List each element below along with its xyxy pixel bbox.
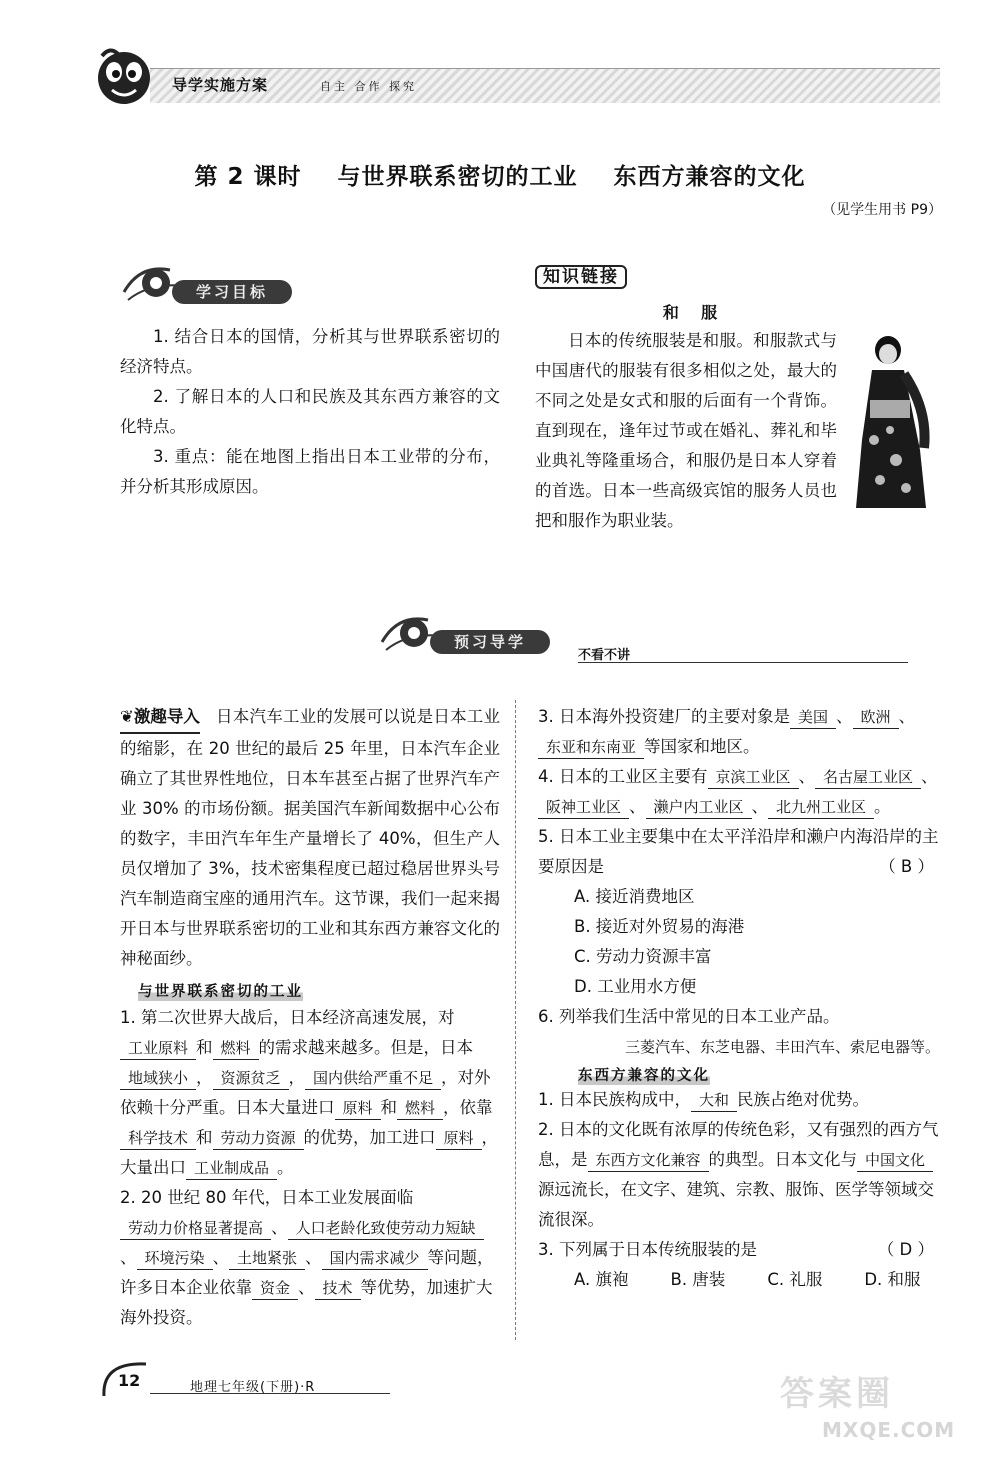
option: B. 唐装: [670, 1270, 726, 1289]
answer-blank: 东西方文化兼容: [588, 1149, 709, 1172]
s1-question-2: 2. 20 世纪 80 年代，日本工业发展面临劳动力价格显著提高 、 人口老龄化致使劳动力短缺、 环境污染 、 土地紧张 、 国内需求减少 等问题，许多日本企业依靠 资金 、 技术 等优势，加速扩大海外投资。: [120, 1188, 494, 1327]
knowledge-badge-label: 知识链接: [535, 265, 627, 289]
knowledge-subtitle: 和 服: [662, 303, 718, 322]
s1-question-3: 3. 日本海外投资建厂的主要对象是 美国 、 欧洲 、东亚和东南亚 等国家和地区。: [538, 702, 940, 762]
option: A. 旗袍: [574, 1270, 629, 1289]
goals-badge: 学习目标: [172, 280, 292, 304]
answer-blank: 劳动力资源: [213, 1127, 304, 1150]
s2-question-3: 3. 下列属于日本传统服装的是 （ D ）: [538, 1235, 940, 1265]
s2-question-3-options: [538, 1265, 940, 1295]
answer-blank: 阪神工业区: [538, 796, 629, 819]
answer-blank: 北九州工业区: [768, 796, 874, 819]
option: C. 劳动力资源丰富: [574, 947, 712, 966]
answer-choice: （ B ）: [879, 857, 934, 876]
knowledge-paragraph: 日本的传统服装是和服。和服款式与中国唐代的服装有很多相似之处，最大的不同之处是女式和服的后面有一个背饰。直到现在，逢年过节或在婚礼、葬礼和毕业典礼等隆重场合，和服仍是日本人穿着的首选。日本一些高级宾馆的服务人员也把和服作为职业装。: [535, 331, 837, 530]
answer-blank: 环境污染: [137, 1247, 213, 1270]
answer-blank: 工业制成品: [186, 1157, 277, 1180]
intro-label: ❦激趣导入: [120, 702, 200, 734]
option: D. 和服: [864, 1270, 921, 1289]
answer-blank: 资源贫乏: [213, 1067, 289, 1090]
reference-note: （见学生用书 P9）: [822, 202, 942, 218]
mascot-logo-icon: [92, 44, 156, 110]
watermark-url: MXQE.COM: [822, 1418, 956, 1442]
column-divider: [515, 700, 516, 1340]
series-title: 导学实施方案: [172, 76, 269, 94]
intro-block: [120, 702, 500, 974]
answer-blank: 人口老龄化致使劳动力短缺: [288, 1217, 484, 1240]
answer-blank: 名古屋工业区: [815, 766, 921, 789]
option: A. 接近消费地区: [574, 887, 695, 906]
answer-blank: 技术: [315, 1277, 361, 1300]
goal-item: 3. 重点：能在地图上指出日本工业带的分布，并分析其形成原因。: [120, 447, 500, 496]
answer-blank: 劳动力价格显著提高: [120, 1217, 271, 1240]
footer-rule: [150, 1393, 390, 1394]
section1-heading: 与世界联系密切的工业: [138, 980, 303, 1001]
answer-blank: 京滨工业区: [708, 766, 799, 789]
answer-blank: 国内供给严重不足: [305, 1067, 441, 1090]
s2-question-2: 2. 日本的文化既有浓厚的传统色彩，又有强烈的西方气息，是 东西方文化兼容 的典型。日本文化与 中国文化源远流长，在文字、建筑、宗教、服饰、医学等领域交流很深。: [538, 1120, 939, 1229]
s1-question-4: 4. 日本的工业区主要有 京滨工业区 、 名古屋工业区 、阪神工业区 、 濑户内工业区 、 北九州工业区 。: [538, 762, 940, 822]
goal-item: 2. 了解日本的人口和民族及其东西方兼容的文化特点。: [120, 387, 500, 436]
kimono-woman-illustration: [842, 330, 942, 510]
left-column: [120, 702, 500, 1333]
s1-question-5: 5. 日本工业主要集中在太平洋沿岸和濑户内海沿岸的主要原因是 （ B ）: [538, 822, 940, 882]
section2-heading: 东西方兼容的文化: [578, 1064, 710, 1085]
goals-list: [120, 322, 500, 502]
answer-blank: 大和: [691, 1089, 737, 1112]
answer-blank: 工业原料: [120, 1037, 196, 1060]
lesson-title: 第 2 课时 与世界联系密切的工业 东西方兼容的文化: [194, 164, 806, 190]
option: B. 接近对外贸易的海港: [574, 917, 745, 936]
leaf-icon: ❦: [120, 707, 134, 726]
answer-blank: 燃料: [213, 1037, 259, 1060]
answer-blank: 濑户内工业区: [646, 796, 752, 819]
section1-heading-row: [120, 980, 500, 1001]
answer-blank: 地域狭小: [120, 1067, 196, 1090]
intro-text: 日本汽车工业的发展可以说是日本工业的缩影，在 20 世纪的最后 25 年里，日本汽车企业确立了其世界性地位，日本车甚至占据了世界汽车产业 30% 的市场份额。据美国汽车新闻数据中心公布的数字，丰田汽车年生产量增长了 40%，但生产人员仅增加了 3%，技术密集程度已超过稳居世界头号汽车制造商宝座的通用汽车。这节课，我们一起来揭开日本与世界联系密切的工业和其东西方兼容文化的神秘面纱。: [120, 707, 500, 968]
answer-blank: 科学技术: [120, 1127, 196, 1150]
section2-heading-row: [538, 1064, 940, 1085]
goal-item: 1. 结合日本的国情，分析其与世界联系密切的经济特点。: [120, 327, 500, 376]
s1-question-6-answer: 三菱汽车、东芝电器、丰田汽车、索尼电器等。: [624, 1038, 940, 1056]
page-number: 12: [118, 1371, 141, 1390]
answer-blank: 燃料: [397, 1097, 443, 1120]
answer-blank: 土地紧张: [229, 1247, 305, 1270]
knowledge-badge: [535, 262, 627, 287]
preview-tag: 不看不讲: [578, 648, 631, 663]
book-title: 地理七年级(下册)·R: [190, 1380, 316, 1395]
page-header: [0, 40, 1000, 118]
option: C. 礼服: [767, 1270, 823, 1289]
answer-choice: （ D ）: [877, 1240, 934, 1259]
answer-blank: 原料: [335, 1097, 381, 1120]
option: D. 工业用水方便: [574, 977, 697, 996]
answer-blank: 东亚和东南亚: [538, 736, 644, 759]
answer-blank: 原料: [436, 1127, 482, 1150]
preview-badge: 预习导学: [430, 630, 550, 654]
knowledge-text: [535, 326, 837, 536]
answer-blank: 资金: [252, 1277, 298, 1300]
header-band: [150, 68, 940, 103]
s2-question-1: 1. 日本民族构成中， 大和 民族占绝对优势。: [538, 1085, 940, 1115]
right-column: [538, 702, 940, 1295]
s1-question-6: 6. 列举我们生活中常见的日本工业产品。: [538, 1007, 840, 1026]
answer-blank: 美国: [790, 706, 836, 729]
series-tags: 自主 合作 探究: [320, 80, 417, 93]
answer-blank: 中国文化: [857, 1149, 933, 1172]
preview-rule: [578, 662, 908, 663]
answer-blank: 国内需求减少: [322, 1247, 428, 1270]
watermark-logo: 答案圈: [780, 1374, 894, 1414]
s1-question-1: 1. 第二次世界大战后，日本经济高速发展，对工业原料 和 燃料 的需求越来越多。但是，日本地域狭小 ， 资源贫乏 ， 国内供给严重不足 ，对外依赖十分严重。日本大量进口 原料 和 燃料 ，依靠科学技术 和 劳动力资源 的优势，加工进口 原料 ，大量出口 工业制成品 。: [120, 1003, 500, 1183]
answer-blank: 欧洲: [853, 706, 899, 729]
